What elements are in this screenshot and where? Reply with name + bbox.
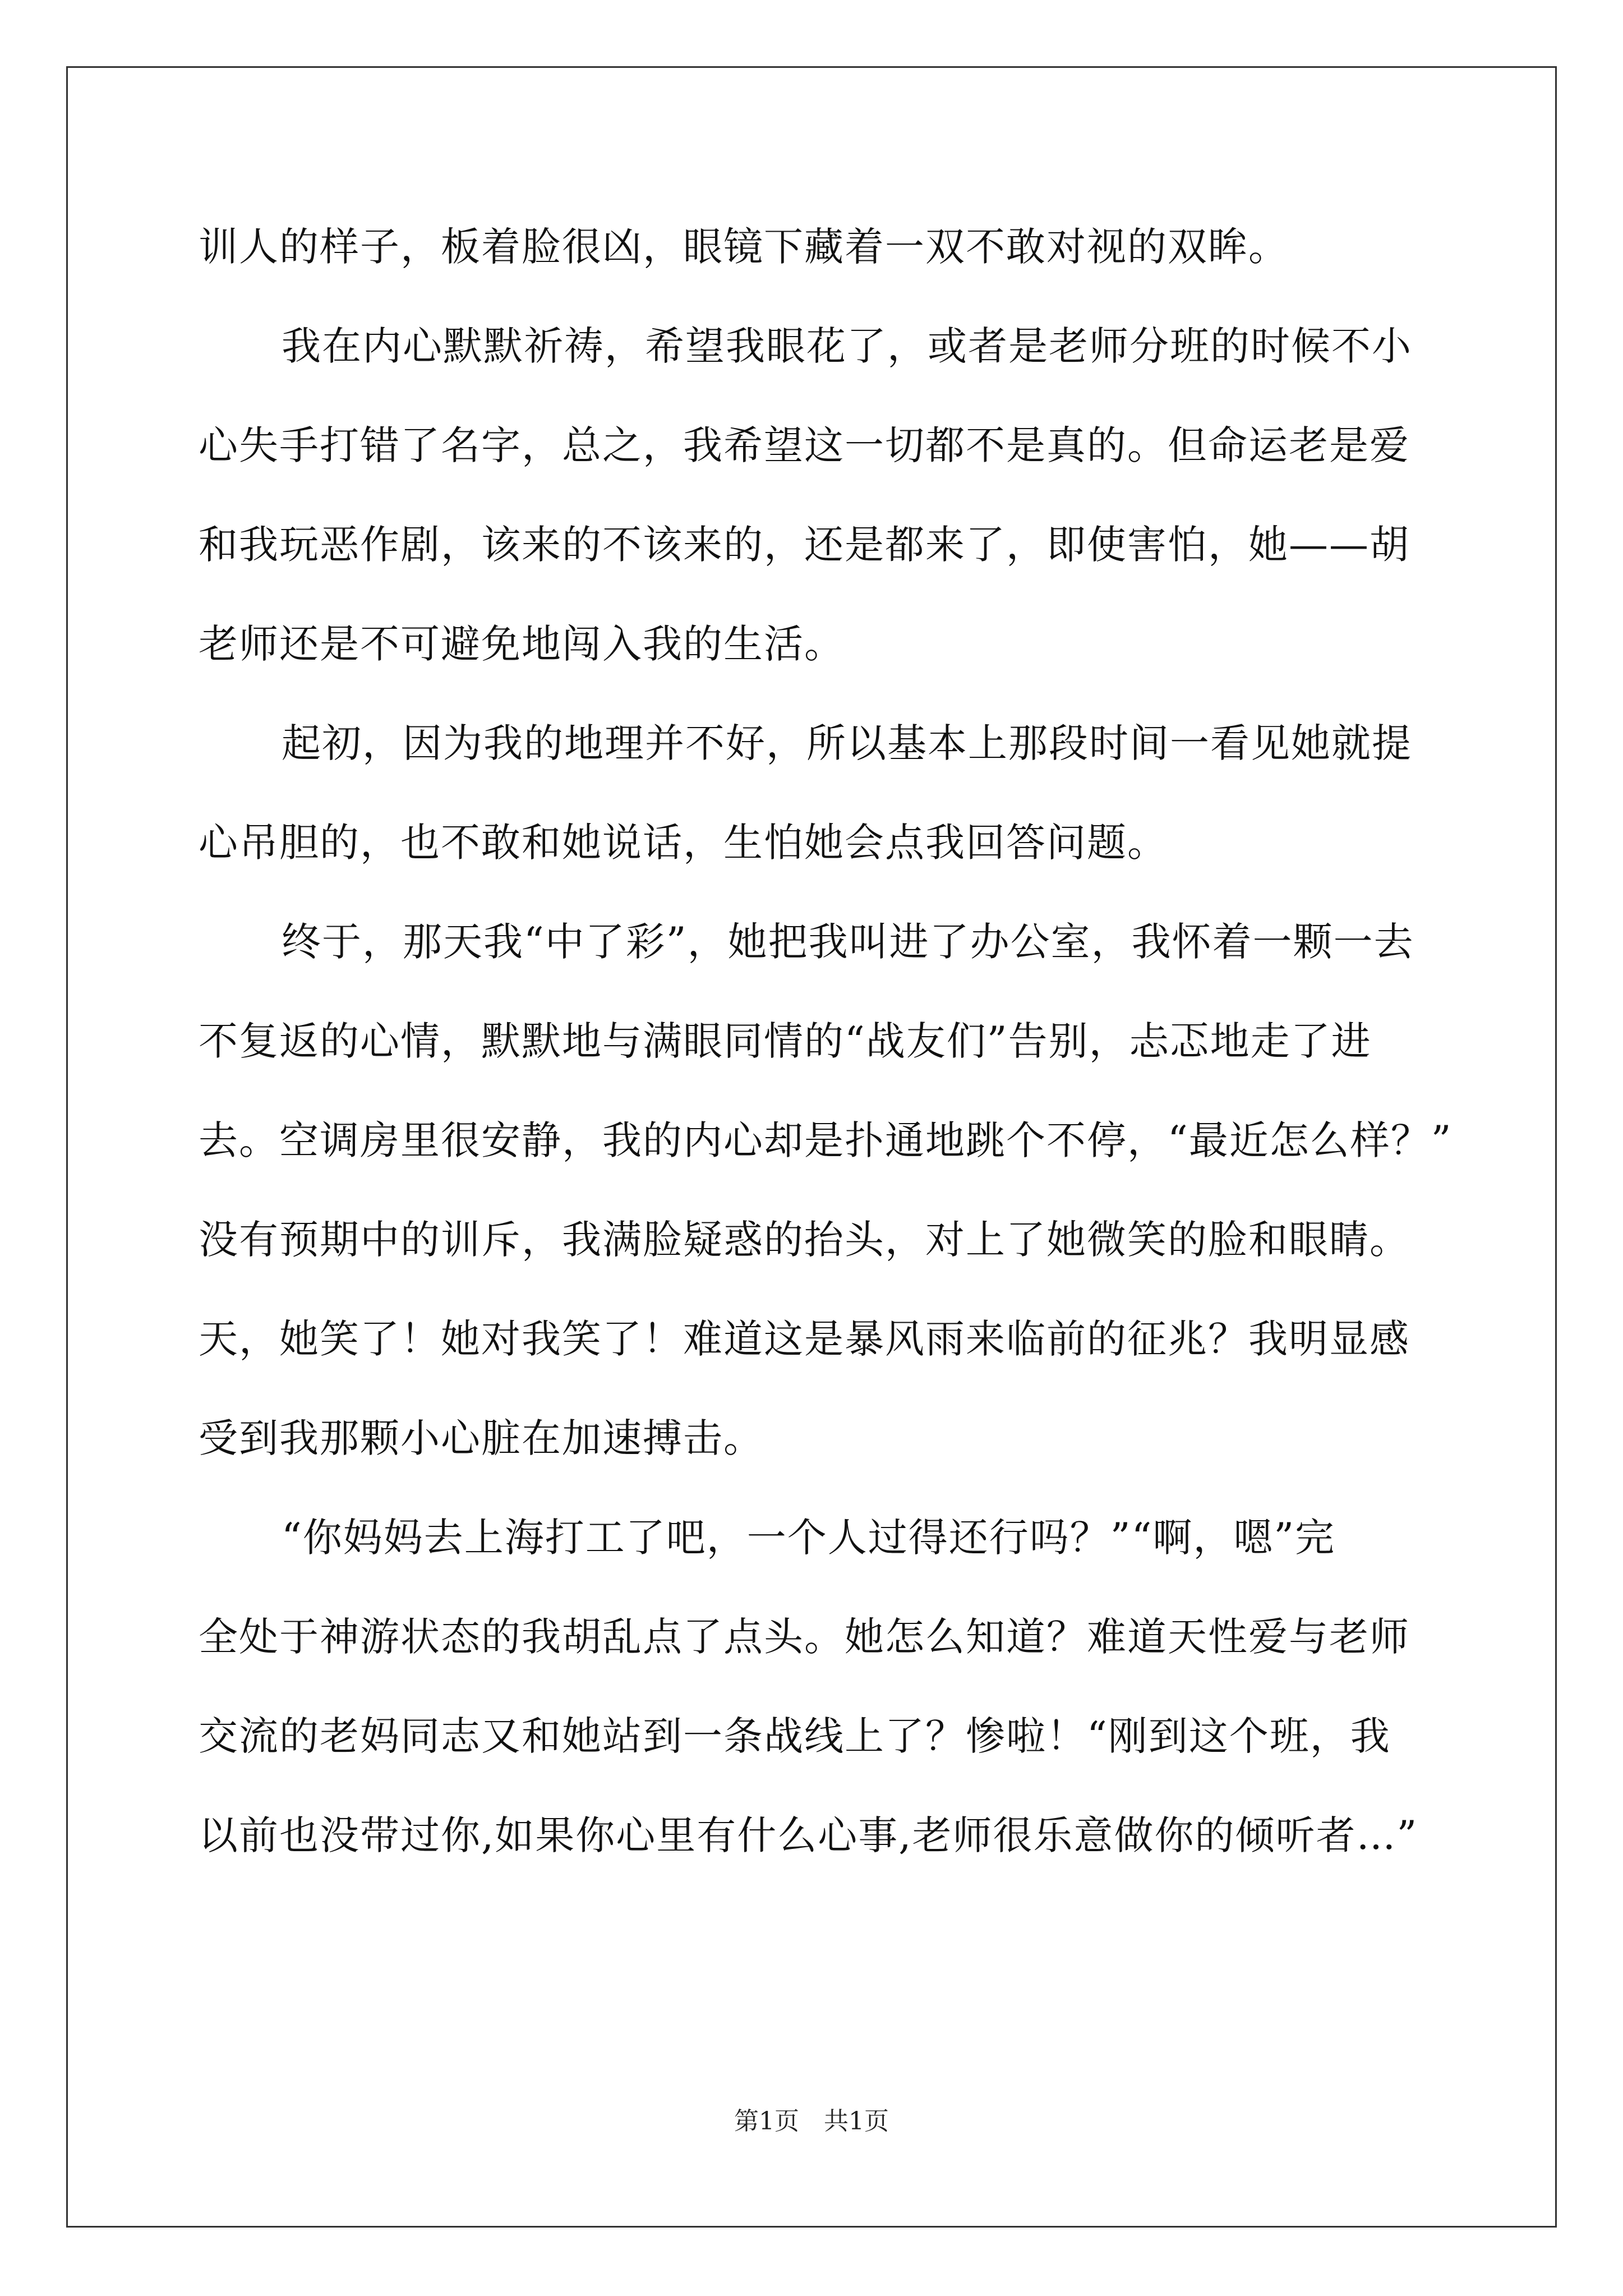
text-line: “你妈妈去上海打工了吧，一个人过得还行吗？”“啊，嗯”完 — [282, 1515, 1336, 1561]
text-line: 心吊胆的，也不敢和她说话，生怕她会点我回答问题。 — [199, 820, 1168, 866]
text-line: 起初，因为我的地理并不好，所以基本上那段时间一看见她就提 — [282, 720, 1412, 766]
text-line: 全处于神游状态的我胡乱点了点头。她怎么知道？难道天性爱与老师 — [199, 1614, 1410, 1660]
page-number-total: 共1页 — [824, 2107, 889, 2136]
text-line: 终于，那天我“中了彩”，她把我叫进了办公室，我怀着一颗一去 — [282, 919, 1414, 965]
text-line: 没有预期中的训斥，我满脸疑惑的抬头，对上了她微笑的脸和眼睛。 — [199, 1217, 1410, 1263]
text-line: 老师还是不可避免地闯入我的生活。 — [199, 621, 845, 667]
page-number-current: 第1页 — [734, 2107, 799, 2136]
text-line: 训人的样子，板着脸很凶，眼镜下藏着一双不敢对视的双眸。 — [199, 224, 1289, 270]
text-line: 天，她笑了！她对我笑了！难道这是暴风雨来临前的征兆？我明显感 — [199, 1316, 1410, 1362]
text-line: 去。空调房里很安静，我的内心却是扑通地跳个不停，“最近怎么样？” — [199, 1117, 1453, 1163]
text-line: 我在内心默默祈祷，希望我眼花了，或者是老师分班的时候不小 — [282, 323, 1412, 369]
text-line: 受到我那颗小心脏在加速搏击。 — [199, 1415, 764, 1461]
text-line: 和我玩恶作剧，该来的不该来的，还是都来了，即使害怕，她——胡 — [199, 522, 1410, 568]
text-line: 心失手打错了名字，总之，我希望这一切都不是真的。但命运老是爱 — [199, 422, 1410, 468]
text-line: 以前也没带过你,如果你心里有什么心事,老师很乐意做你的倾听者…” — [199, 1812, 1418, 1858]
text-line: 不复返的心情，默默地与满眼同情的“战友们”告别，忐忑地走了进 — [199, 1018, 1372, 1064]
page-footer — [0, 2105, 1623, 2138]
text-line: 交流的老妈同志又和她站到一条战线上了？惨啦！“刚到这个班，我 — [199, 1713, 1391, 1759]
